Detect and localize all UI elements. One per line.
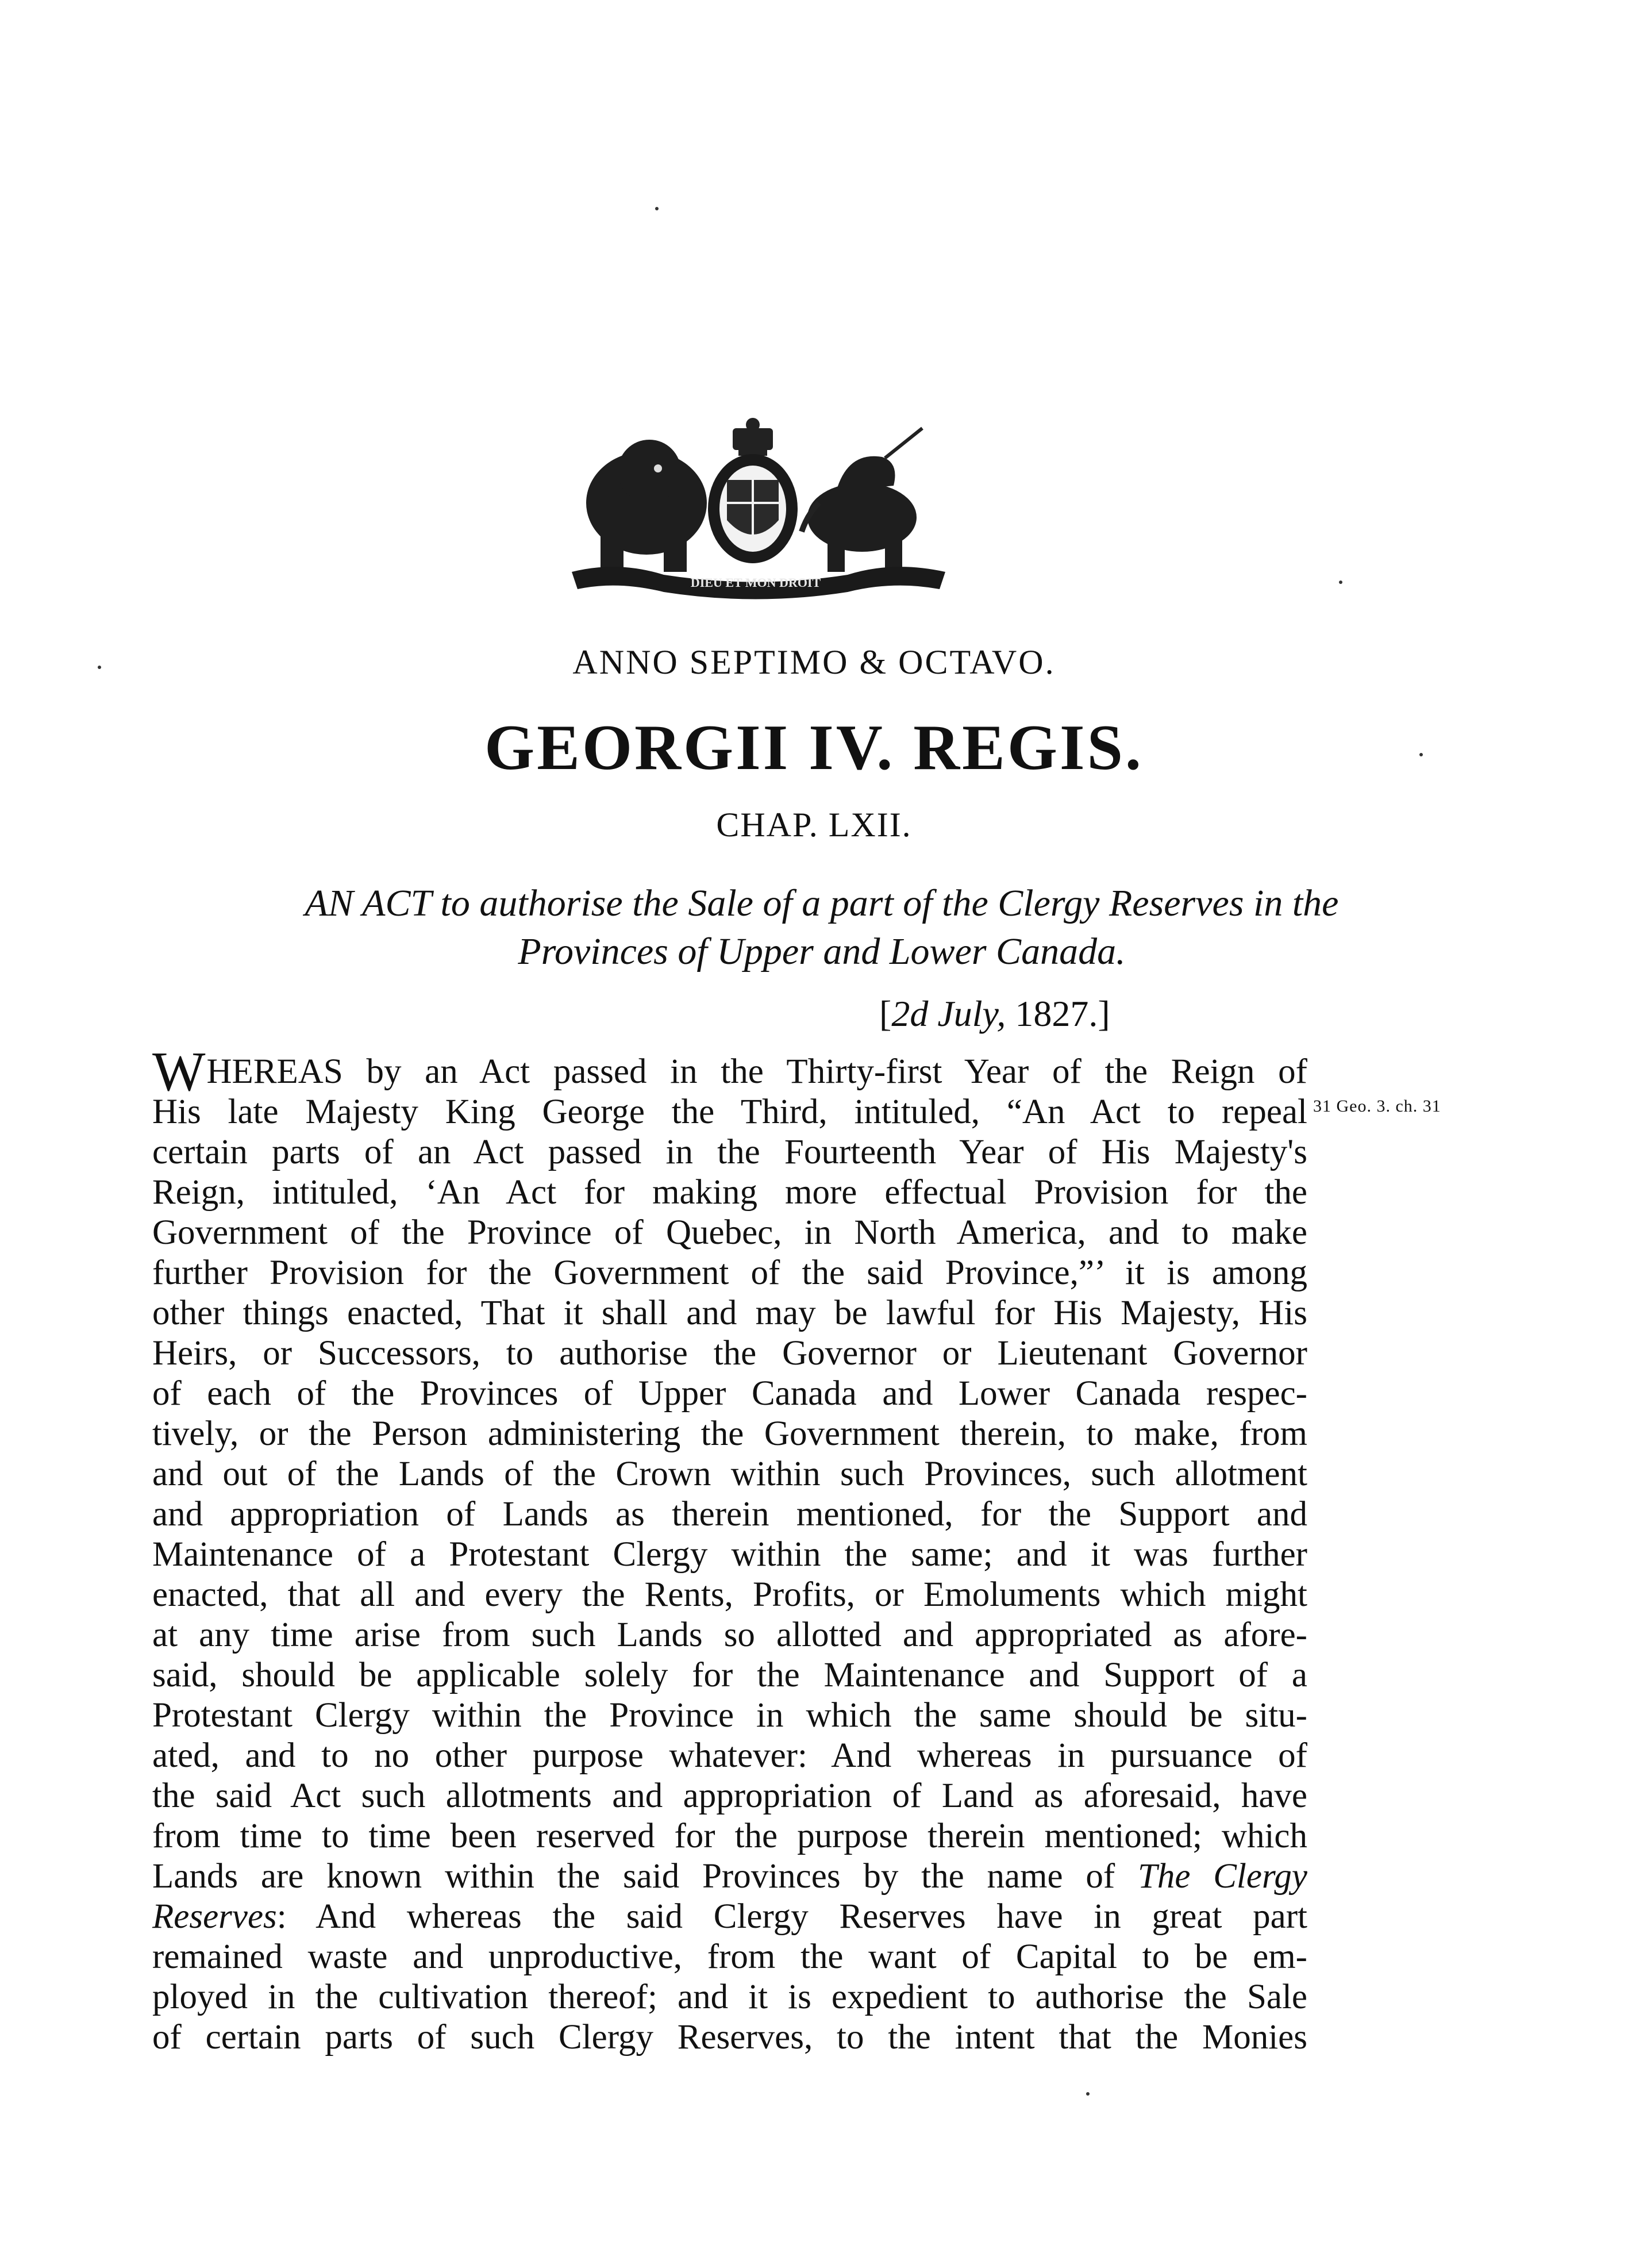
chapter-number: CHAP. LXII. bbox=[716, 806, 912, 844]
royal-arms-emblem bbox=[549, 417, 963, 601]
act-title-line-2: Provinces of Upper and Lower Canada. bbox=[518, 931, 1126, 972]
body-line: of certain parts of such Clergy Reserves, to the intent that the Monies bbox=[152, 2018, 1307, 2056]
body-line: and appropriation of Lands as therein mentioned, for the Support and bbox=[152, 1495, 1307, 1533]
motto-text: DIEU ET MON DROIT bbox=[690, 575, 821, 590]
body-line-text: HEREAS by an Act passed in the Thirty-first Year of the Reign of bbox=[206, 1052, 1307, 1091]
print-speck bbox=[1086, 2092, 1090, 2096]
date-day: 2d bbox=[891, 993, 938, 1034]
body-line-text: : And whereas the said Clergy Reserves have in great part bbox=[276, 1897, 1307, 1936]
drop-cap: W bbox=[152, 1041, 206, 1103]
body-line: ated, and to no other purpose whatever: And whereas in pursuance of bbox=[152, 1736, 1307, 1775]
preamble-body bbox=[152, 1041, 1307, 2058]
print-speck bbox=[98, 666, 101, 669]
act-title-lead: AN ACT bbox=[305, 882, 432, 924]
body-line: remained waste and unproductive, from the want of Capital to be em- bbox=[152, 1938, 1307, 1976]
body-line: Reign, intituled, ‘An Act for making more effectual Provision for the bbox=[152, 1173, 1307, 1212]
body-line: of each of the Provinces of Upper Canada and Lower Canada respec- bbox=[152, 1374, 1307, 1413]
body-line: at any time arise from such Lands so allotted and appropriated as afore- bbox=[152, 1616, 1307, 1654]
body-line: from time to time been reserved for the purpose therein mentioned; which bbox=[152, 1817, 1307, 1855]
body-line: said, should be applicable solely for the Maintenance and Support of a bbox=[152, 1656, 1307, 1694]
regnal-year-heading: ANNO SEPTIMO & OCTAVO. bbox=[572, 643, 1056, 681]
body-line: the said Act such allotments and appropriation of Land as aforesaid, have bbox=[152, 1777, 1307, 1815]
margin-citation: 31 Geo. 3. ch. 31 bbox=[1313, 1097, 1441, 1116]
body-line: enacted, that all and every the Rents, Profits, or Emoluments which might bbox=[152, 1575, 1307, 1614]
act-title bbox=[172, 879, 1471, 976]
body-line: certain parts of an Act passed in the Fourteenth Year of His Majesty's bbox=[152, 1133, 1307, 1171]
body-line: tively, or the Person administering the Government therein, to make, from bbox=[152, 1414, 1307, 1453]
body-line bbox=[152, 1041, 1307, 1103]
date-open-bracket: [ bbox=[879, 993, 892, 1034]
body-line-text: Lands are known within the said Provinces by the name of bbox=[152, 1857, 1138, 1896]
reserves-italic: Reserves bbox=[152, 1897, 277, 1936]
body-line: Government of the Province of Quebec, in North America, and to make bbox=[152, 1213, 1307, 1252]
body-line bbox=[152, 1897, 1307, 1937]
body-line: Protestant Clergy within the Province in which the same should be situ- bbox=[152, 1696, 1307, 1735]
clergy-italic: The Clergy bbox=[1137, 1857, 1307, 1896]
body-line: His late Majesty King George the Third, intituled, “An Act to repeal bbox=[152, 1093, 1307, 1131]
enactment-date bbox=[879, 995, 1110, 1032]
regnal-king-heading: GEORGII IV. REGIS. bbox=[484, 712, 1144, 783]
body-line: other things enacted, That it shall and may be lawful for His Majesty, His bbox=[152, 1294, 1307, 1332]
date-month: July, bbox=[937, 993, 1006, 1034]
print-speck bbox=[655, 207, 659, 210]
print-speck bbox=[1419, 753, 1423, 756]
body-line bbox=[152, 1856, 1307, 1897]
act-title-line-1 bbox=[172, 879, 1471, 928]
body-line: and out of the Lands of the Crown within such Provinces, such allotment bbox=[152, 1455, 1307, 1493]
print-speck bbox=[1339, 581, 1342, 584]
act-title-line-1-rest: to authorise the Sale of a part of the Clergy Reserves in the bbox=[431, 882, 1339, 924]
body-line: ployed in the cultivation thereof; and it is expedient to authorise the Sale bbox=[152, 1978, 1307, 2016]
body-line: Maintenance of a Protestant Clergy within the same; and it was further bbox=[152, 1535, 1307, 1574]
date-year: 1827.] bbox=[1006, 993, 1110, 1034]
body-line: Heirs, or Successors, to authorise the Governor or Lieutenant Governor bbox=[152, 1334, 1307, 1373]
body-line: further Provision for the Government of the said Province,”’ it is among bbox=[152, 1254, 1307, 1292]
royal-arms-icon bbox=[549, 417, 963, 601]
